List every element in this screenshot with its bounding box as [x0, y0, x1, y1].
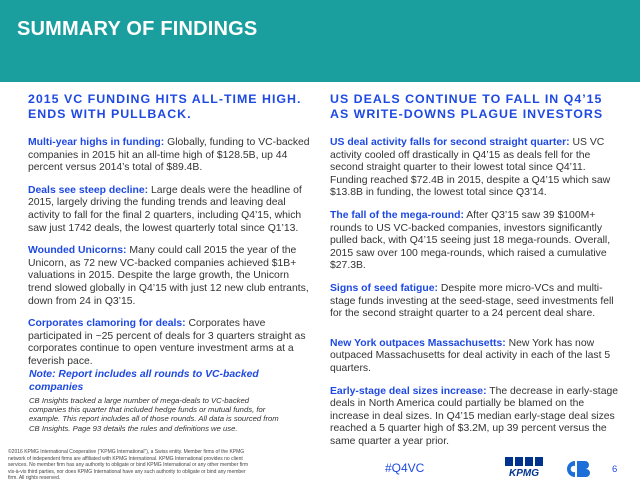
note-body: CB Insights tracked a large number of mega-deals to VC-backed companies this quarter that included hedge funds or mutual funds, for example. This report includes all of those rounds. All data is sourced from CB Insights. Page 93 details the rules and definitions we use.: [29, 396, 279, 433]
finding-paragraph: [28, 185, 311, 235]
right-column-heading: US DEALS CONTINUE TO FALL IN Q4’15 AS WRITE-DOWNS PLAGUE INVESTORS: [330, 92, 604, 121]
finding-lead: Corporates clamoring for deals:: [28, 318, 186, 330]
finding-paragraph: [28, 137, 311, 175]
finding-paragraph: [330, 386, 620, 449]
left-column: [28, 92, 311, 379]
note-heading: Note: Report includes all rounds to VC-backed companies: [29, 369, 259, 393]
finding-lead: Early-stage deal sizes increase:: [330, 385, 487, 397]
finding-lead: Wounded Unicorns:: [28, 245, 127, 257]
finding-paragraph: [28, 318, 311, 368]
kpmg-logo: [503, 456, 553, 483]
page-title: SUMMARY OF FINDINGS: [17, 18, 258, 40]
legal-disclaimer: ©2016 KPMG International Cooperative (“KPMG International”), a Swiss entity. Member firms of the KPMG network of independent firms are affiliated with KPMG International. KPMG International provides no client services. No member firm has any authority to obligate or bind KPMG International or any other member firm vis-à-vis third parties, nor does KPMG International have any such authority to obligate or bind any member firm. All rights reserved.: [8, 449, 249, 482]
finding-text: Large deals were the headline of 2015, largely driving the funding trends and leaving deal activity to fall for the final 2 quarters, including Q4’15, which saw just 1742 deals, the lowest quarterly total since Q1’13.: [28, 184, 302, 234]
cb-insights-logo: [566, 460, 592, 483]
finding-text: Despite more micro-VCs and multi-stage funds investing at the seed-stage, seed investments fell for the second straight quarter to a 24 percent deal share.: [330, 282, 614, 320]
finding-paragraph: [330, 283, 620, 321]
finding-paragraph: [330, 210, 620, 273]
finding-text: New York has now outpaced Massachusetts for deal activity in each of the last 5 quarters.: [330, 337, 611, 374]
finding-text: US VC activity cooled off drastically in Q4’15 as deals fell for the second straight quarter to their lowest total since Q4’11. Funding reached $72.4B in 2015, despite a Q4’15 which saw $13.8B in funding, the lowest total since Q3’14.: [330, 137, 611, 199]
report-note: [29, 368, 279, 433]
finding-lead: Multi-year highs in funding:: [28, 137, 165, 148]
page-number: 6: [612, 464, 618, 475]
finding-text: Many could call 2015 the year of the Unicorn, as 72 new VC-backed companies achieved $1B+ valuations in 2015. Despite the large growth, the Unicorn trend slowed globally in Q4’15 with just 12 new club entrants, down from 24 in Q3’15.: [28, 245, 309, 307]
finding-paragraph: [330, 137, 620, 200]
finding-lead: Deals see steep decline:: [28, 184, 149, 196]
finding-text: Corporates have participated in ~25 percent of deals for 3 quarters straight as corporates continue to open venture investment arms at a feverish pace.: [28, 318, 306, 367]
finding-text: After Q3’15 saw 39 $100M+ rounds to US VC-backed companies, investors significantly pulled back, with Q4’15 seeing just 18 mega-rounds. Overall, 2015 saw over 100 mega-rounds, which raised a cumulative $27.3B.: [330, 209, 611, 272]
finding-lead: US deal activity falls for second straight quarter:: [330, 137, 570, 148]
finding-lead: New York outpaces Massachusetts:: [330, 337, 506, 349]
kpmg-logo-text: KPMG: [509, 468, 539, 478]
finding-text: Globally, funding to VC-backed companies in 2015 hit an all-time high of $128.5B, up 44 percent versus 2014’s total of $89.4B.: [28, 137, 310, 174]
hashtag: #Q4VC: [385, 461, 425, 475]
finding-paragraph: [330, 338, 620, 376]
right-column: [330, 92, 620, 458]
finding-text: The decrease in early-stage deals in North America could partially be blamed on the increase in deal sizes. In Q4’15 median early-stage deal sizes reached a 5 quarter high of $3.2M, up 39 percent versus the same quarter a year prior.: [330, 385, 619, 447]
header-banner: [0, 0, 640, 82]
finding-lead: Signs of seed fatigue:: [330, 282, 438, 294]
finding-lead: The fall of the mega-round:: [330, 209, 464, 221]
left-column-heading: 2015 VC FUNDING HITS ALL-TIME HIGH. ENDS WITH PULLBACK.: [28, 92, 302, 121]
finding-paragraph: [28, 245, 311, 308]
